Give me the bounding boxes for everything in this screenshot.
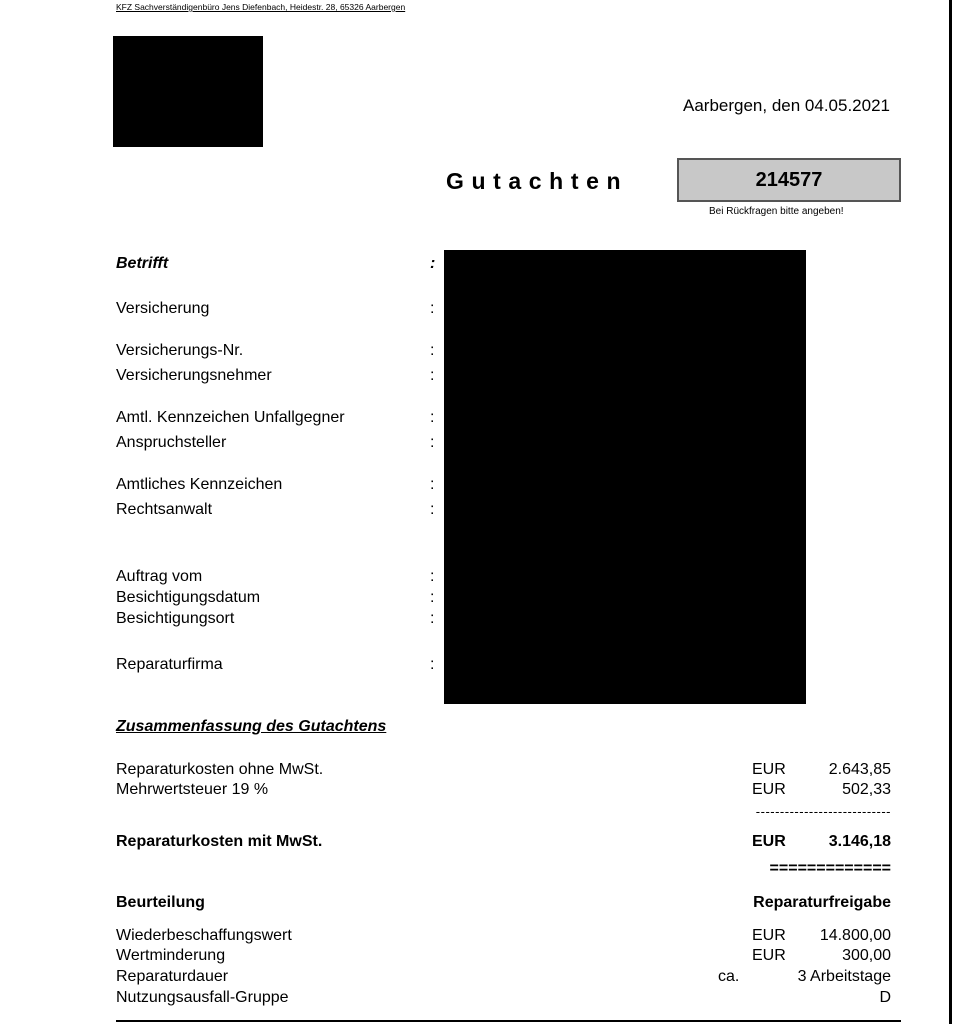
- gross-cost-value: 3.146,18: [828, 833, 891, 850]
- field-label-amtliches-kennzeichen: Amtliches Kennzeichen: [116, 476, 283, 493]
- field-colon: :: [430, 255, 436, 272]
- net-cost-label: Reparaturkosten ohne MwSt.: [116, 761, 324, 778]
- field-label-versicherungs-nr: Versicherungs-Nr.: [116, 342, 244, 359]
- usage-loss-group-label: Nutzungsausfall-Gruppe: [116, 989, 289, 1006]
- total-equals-line: =============: [769, 860, 891, 877]
- usage-loss-group-value: D: [879, 989, 891, 1006]
- field-label-auftrag-vom: Auftrag vom: [116, 568, 203, 585]
- sender-address: KFZ Sachverständigenbüro Jens Diefenbach, Heidestr. 28, 65326 Aarbergen: [116, 2, 406, 12]
- field-colon: :: [430, 568, 435, 585]
- page-edge-border: [949, 0, 952, 1024]
- report-number-box: [677, 158, 901, 202]
- report-title: Gutachten: [446, 168, 629, 194]
- report-number-note: Bei Rückfragen bitte angeben!: [709, 206, 844, 217]
- currency-label: EUR: [752, 781, 786, 798]
- assessment-verdict: Reparaturfreigabe: [753, 894, 891, 911]
- repair-duration-value: 3 Arbeitstage: [797, 968, 891, 985]
- field-colon: :: [430, 300, 435, 317]
- field-label-versicherungsnehmer: Versicherungsnehmer: [116, 367, 272, 384]
- field-colon: :: [430, 476, 435, 493]
- field-label-anspruchsteller: Anspruchsteller: [116, 434, 227, 451]
- subtotal-dash-line: ----------------------------: [755, 804, 891, 819]
- vat-value: 502,33: [842, 781, 891, 798]
- field-colon: :: [430, 409, 435, 426]
- field-colon: :: [430, 342, 435, 359]
- replacement-value: 14.800,00: [819, 927, 891, 944]
- field-colon: :: [430, 434, 435, 451]
- field-colon: :: [430, 656, 435, 673]
- field-colon: :: [430, 589, 435, 606]
- redacted-logo-box: [113, 36, 263, 147]
- field-colon: :: [430, 501, 435, 518]
- report-number: 214577: [755, 168, 823, 191]
- net-cost-value: 2.643,85: [828, 761, 891, 778]
- field-colon: :: [430, 367, 435, 384]
- field-colon: :: [430, 610, 435, 627]
- currency-label: EUR: [752, 927, 786, 944]
- repair-duration-label: Reparaturdauer: [116, 968, 229, 985]
- replacement-value-label: Wiederbeschaffungswert: [116, 927, 292, 944]
- document-date: Aarbergen, den 04.05.2021: [683, 96, 891, 115]
- field-label-reparaturfirma: Reparaturfirma: [116, 656, 223, 673]
- gross-cost-label: Reparaturkosten mit MwSt.: [116, 833, 323, 850]
- currency-label: EUR: [752, 947, 786, 964]
- vat-label: Mehrwertsteuer 19 %: [116, 781, 269, 798]
- field-label-rechtsanwalt: Rechtsanwalt: [116, 501, 213, 518]
- summary-heading: Zusammenfassung des Gutachtens: [116, 718, 387, 735]
- field-label-besichtigungsdatum: Besichtigungsdatum: [116, 589, 261, 606]
- field-label-betrifft: Betrifft: [116, 255, 169, 272]
- bottom-rule: [116, 1020, 901, 1022]
- currency-label: EUR: [752, 833, 786, 850]
- field-label-kennzeichen-unfallgegner: Amtl. Kennzeichen Unfallgegner: [116, 409, 345, 426]
- field-label-besichtigungsort: Besichtigungsort: [116, 610, 235, 627]
- field-label-versicherung: Versicherung: [116, 300, 210, 317]
- redacted-field-values: [444, 250, 806, 704]
- depreciation-value: 300,00: [842, 947, 891, 964]
- depreciation-label: Wertminderung: [116, 947, 226, 964]
- repair-duration-prefix: ca.: [718, 968, 740, 985]
- assessment-label: Beurteilung: [116, 894, 205, 911]
- currency-label: EUR: [752, 761, 786, 778]
